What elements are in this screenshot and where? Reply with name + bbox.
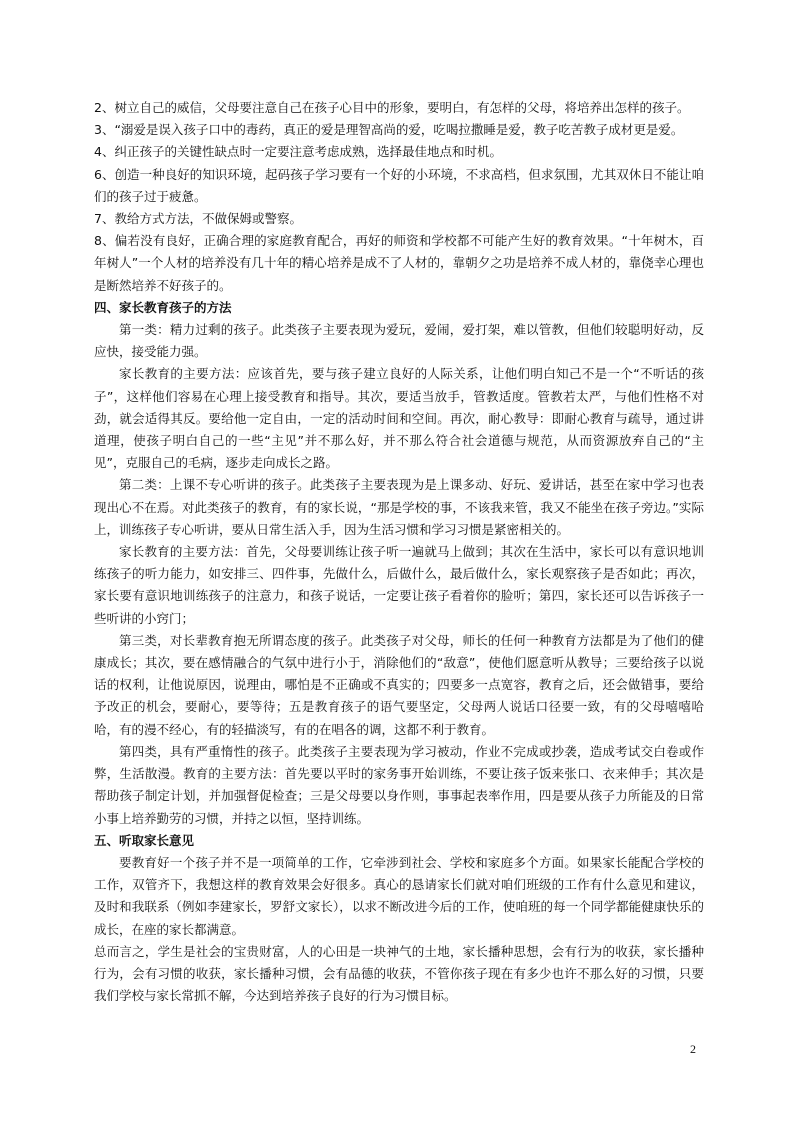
paragraph: 第一类：精力过剩的孩子。此类孩子主要表现为爱玩，爱闹，爱打架，难以管教，但他们较聪明好动，反应快，接受能力强。 xyxy=(94,322,704,360)
list-item: 3、“溺爱是误入孩子口中的毒药，真正的爱是理智高尚的爱，吃喝拉撒睡是爱，教子吃苦教子成材更是爱。 xyxy=(94,122,684,138)
paragraph: 家长教育的主要方法：应该首先，要与孩子建立良好的人际关系，让他们明白知己不是一个“不听话的孩子”，这样他们容易在心理上接受教育和指导。其次，要适当放手，管教适度。管教若太严，与他们性格不对劲，就会适得其反。要给他一定自由，一定的活动时间和空间。再次，耐心教导：即耐心教育与疏导，通过讲道理，使孩子明白自己的一些“主见”并不那么好，并不那么符合社会道德与规范，从而资源放弃自己的“主见”，克服自己的毛病，逐步走向成长之路。 xyxy=(94,366,704,471)
paragraph: 家长教育的主要方法：首先，父母要训练让孩子听一遍就马上做到；其次在生活中，家长可以有意识地训练孩子的听力能力，如安排三、四件事，先做什么，后做什么，最后做什么，家长观察孩子是否如此；再次，家长要有意识地训练孩子的注意力，和孩子说话，一定要让孩子看着你的脸听；第四，家长还可以告诉孩子一些听讲的小窍门； xyxy=(94,544,704,626)
list-item: 4、纠正孩子的关键性缺点时一定要注意考虑成熟，选择最佳地点和时机。 xyxy=(94,144,502,160)
list-item: 8、偏若没有良好，正确合理的家庭教育配合，再好的师资和学校都不可能产生好的教育效果。“十年树木，百年树人”一个人材的培养没有几十年的精心培养是成不了人材的，靠朝夕之功是培养不成人材的，靠侥幸心理也是断然培养不好孩子的。 xyxy=(94,233,704,293)
list-item: 7、教给方式方法，不做保姆或警察。 xyxy=(94,211,302,227)
paragraph: 第三类，对长辈教育抱无所谓态度的孩子。此类孩子对父母，师长的任何一种教育方法都是为了他们的健康成长；其次，要在感情融合的气氛中进行小于，消除他们的“敌意”，使他们愿意听从教导；三要给孩子以说话的权利，让他说原因，说理由，哪怕是不正确或不真实的；四要多一点宽容，教育之后，还会做错事，要给予改正的机会，要耐心，要等待；五是教育孩子的语气要坚定，父母两人说话口径要一致，有的父母嘻嘻哈哈，有的漫不经心，有的轻描淡写，有的在唱各的调，这都不利于教育。 xyxy=(94,632,704,737)
paragraph: 总而言之，学生是社会的宝贵财富，人的心田是一块神气的土地，家长播种思想，会有行为的收获，家长播种行为，会有习惯的收获，家长播种习惯，会有品德的收获，不管你孩子现在有多少也许不那么好的习惯，只要我们学校与家长常抓不解，今达到培养孩子良好的行为习惯目标。 xyxy=(94,943,704,1004)
document-body xyxy=(94,97,704,1007)
section-heading: 四、家长教育孩子的方法 xyxy=(94,299,232,315)
section-heading: 五、听取家长意见 xyxy=(94,832,195,848)
paragraph: 要教育好一个孩子并不是一项简单的工作，它牵涉到社会、学校和家庭多个方面。如果家长能配合学校的工作，双管齐下，我想这样的教育效果会好很多。真心的恳请家长们就对咱们班级的工作有什么意见和建议，及时和我联系（例如李建家长，罗舒文家长），以求不断改进今后的工作，使咱班的每一个同学都能健康快乐的成长，在座的家长都满意。 xyxy=(94,854,704,937)
list-item: 6、创造一种良好的知识环境，起码孩子学习要有一个好的小环境，不求高档，但求氛围，尤其双休日不能让咱们的孩子过于疲惫。 xyxy=(94,166,704,204)
list-item: 2、树立自己的威信，父母要注意自己在孩子心目中的形象，要明白，有怎样的父母，将培养出怎样的孩子。 xyxy=(94,100,690,115)
page-number: 2 xyxy=(690,1042,696,1056)
paragraph: 第二类：上课不专心听讲的孩子。此类孩子主要表现为是上课多动、好玩、爱讲话，甚至在家中学习也表现出心不在焉。对此类孩子的教育，有的家长说，“那是学校的事，不该我来管，我又不能坐在孩子旁边。”实际上，训练孩子专心听讲，要从日常生活入手，因为生活习惯和学习习惯是紧密相关的。 xyxy=(94,477,704,537)
paragraph: 第四类，具有严重惰性的孩子。此类孩子主要表现为学习被动，作业不完成或抄袭，造成考试交白卷或作弊，生活散漫。教育的主要方法：首先要以平时的家务事开始训练，不要让孩子饭来张口、衣来伸手；其次是帮助孩子制定计划，并加强督促检查；三是父母要以身作则，事事起表率作用，四是要从孩子力所能及的日常小事上培养勤劳的习惯，并持之以恒，坚持训练。 xyxy=(94,743,704,826)
